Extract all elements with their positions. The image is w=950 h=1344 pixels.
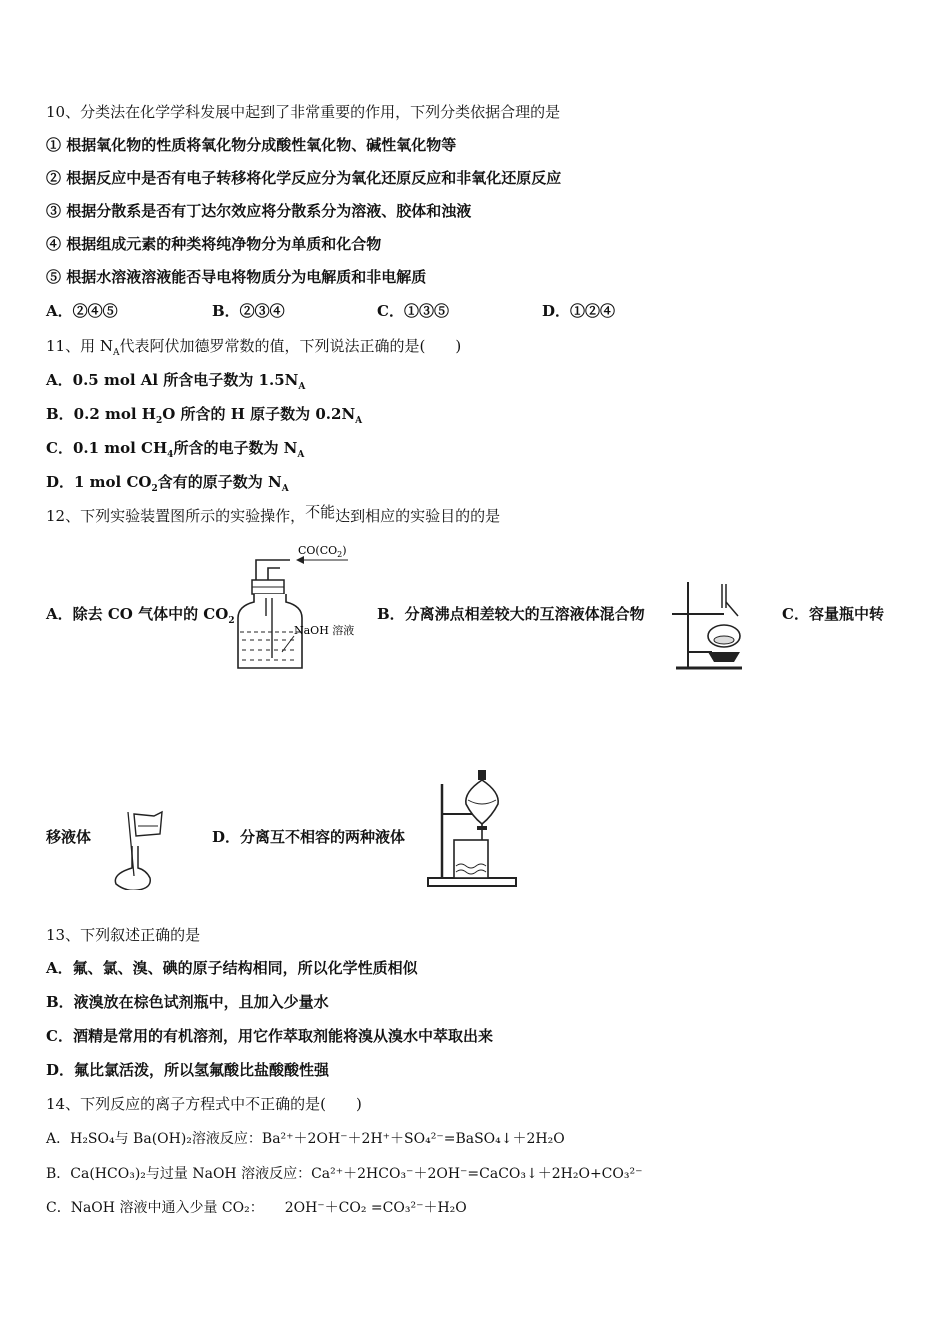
q13-stem: 13、下列叙述正确的是 xyxy=(46,926,201,944)
q10-item-1: ① 根据氧化物的性质将氧化物分成酸性氧化物、碱性氧化物等 xyxy=(46,136,457,154)
q10-item-5: ⑤ 根据水溶液溶液能否导电将物质分为电解质和非电解质 xyxy=(46,268,427,286)
q10-item-4: ④ 根据组成元素的种类将纯净物分为单质和化合物 xyxy=(46,235,382,253)
q12-option-b: B．分离沸点相差较大的互溶液体混合物 xyxy=(377,605,645,623)
q11-option-c: C．0.1 mol $CH_4$所含的电子数为 $N_A$ xyxy=(46,439,305,460)
gas-label: $CO(CO_2)$ xyxy=(298,544,347,559)
q10-option-a: A．②④⑤ xyxy=(46,302,118,320)
q11-option-b: B．0.2 mol $H_2O$ 所含的 H 原子数为 $0.2N_A$ xyxy=(46,405,363,426)
q13-option-a: A．氟、氯、溴、碘的原子结构相同，所以化学性质相似 xyxy=(46,959,418,977)
q11-option-d: D．1 mol $CO_2$含有的原子数为 $N_A$ xyxy=(46,473,289,494)
q10-option-c: C．①③⑤ xyxy=(377,302,449,320)
q11-option-a: A．0.5 mol Al 所含电子数为 $1.5N_A$ xyxy=(46,371,306,392)
q12-option-c-cont: 移液体 xyxy=(46,828,92,846)
q10-option-b: B．②③④ xyxy=(212,302,285,320)
q14-stem: 14、下列反应的离子方程式中不正确的是( ) xyxy=(46,1095,362,1113)
q10-stem: 10、分类法在化学学科发展中起到了非常重要的作用，下列分类依据合理的是 xyxy=(46,103,561,121)
gas-washing-bottle-figure xyxy=(230,540,360,672)
q14-option-c: C．NaOH 溶液中通入少量 CO₂： 2OH⁻＋CO₂ =CO₃²⁻＋H₂O xyxy=(46,1200,467,1216)
naoh-label: NaOH 溶液 xyxy=(294,624,355,637)
q12-option-c: C．容量瓶中转 xyxy=(782,605,884,623)
q12-option-a: A．除去 CO 气体中的 $CO_2$ xyxy=(46,605,235,626)
q10-item-3: ③ 根据分散系是否有丁达尔效应将分散系分为溶液、胶体和浊液 xyxy=(46,202,472,220)
q12-option-d: D．分离互不相容的两种液体 xyxy=(212,828,406,846)
q13-option-c: C．酒精是常用的有机溶剂，用它作萃取剂能将溴从溴水中萃取出来 xyxy=(46,1027,493,1045)
q13-option-d: D．氟比氯活泼，所以氢氟酸比盐酸酸性强 xyxy=(46,1061,330,1079)
q13-option-b: B．液溴放在棕色试剂瓶中，且加入少量水 xyxy=(46,993,329,1011)
separatory-funnel-figure xyxy=(424,768,520,890)
q14-option-b: B．Ca(HCO₃)₂与过量 NaOH 溶液反应：Ca²⁺＋2HCO₃⁻＋2OH⁻=CaCO₃↓＋2H₂O+CO₃²⁻ xyxy=(46,1166,643,1182)
q10-option-d: D．①②④ xyxy=(542,302,616,320)
q14-option-a: A．H₂SO₄与 Ba(OH)₂溶液反应：Ba²⁺＋2OH⁻＋2H⁺＋SO₄²⁻=BaSO₄↓＋2H₂O xyxy=(46,1131,565,1147)
volumetric-flask-figure xyxy=(106,806,168,890)
q12-stem: 12、下列实验装置图所示的实验操作，不能达到相应的实验目的的是 xyxy=(46,503,501,525)
q11-stem: 11、用 $N_A$代表阿伏加德罗常数的值，下列说法正确的是( ) xyxy=(46,337,462,358)
q10-item-2: ② 根据反应中是否有电子转移将化学反应分为氧化还原反应和非氧化还原反应 xyxy=(46,169,562,187)
distillation-figure xyxy=(672,578,752,674)
